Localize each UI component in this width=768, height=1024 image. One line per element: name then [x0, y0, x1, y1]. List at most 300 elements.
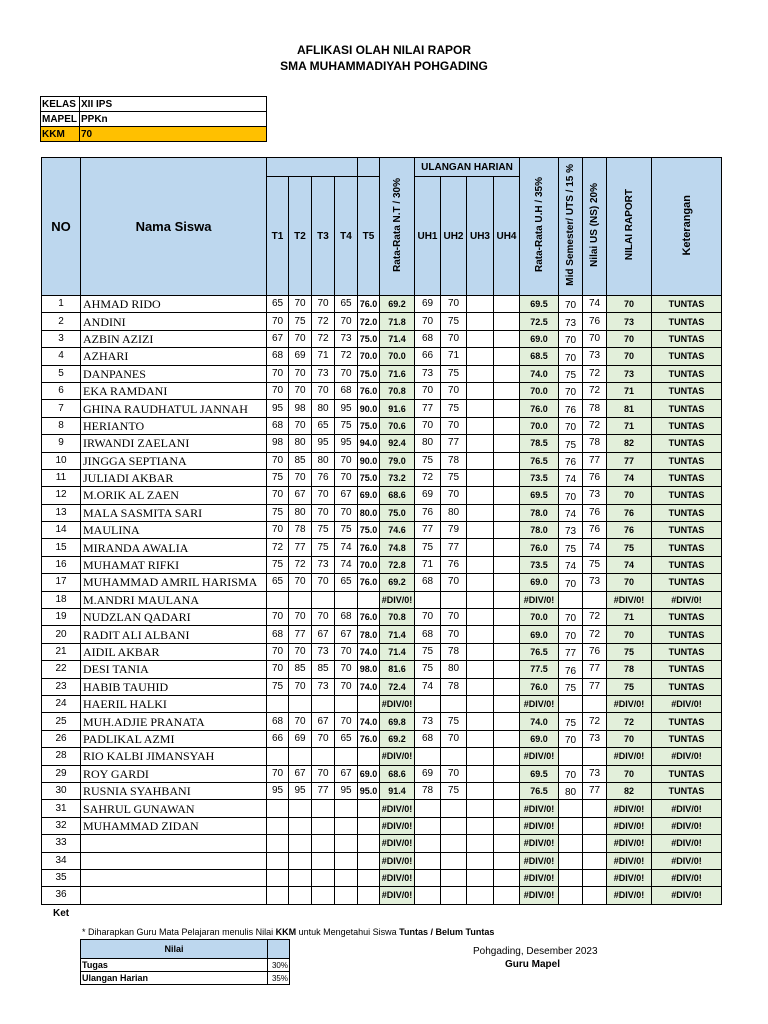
cell-t1[interactable]: 72 — [267, 539, 289, 556]
cell-mid[interactable]: 76 — [559, 400, 583, 417]
cell-mid[interactable]: 74 — [559, 504, 583, 521]
cell-t4[interactable]: 70 — [335, 661, 358, 678]
cell-uh4[interactable] — [494, 800, 520, 817]
cell-t1[interactable]: 70 — [267, 452, 289, 469]
cell-ruh[interactable]: 76.5 — [520, 452, 559, 469]
cell-rnt[interactable]: #DIV/0! — [380, 887, 415, 904]
kkm-value[interactable]: 70 — [80, 127, 267, 142]
cell-t1[interactable]: 68 — [267, 626, 289, 643]
cell-ket[interactable]: TUNTAS — [652, 313, 722, 330]
cell-no[interactable]: 13 — [42, 504, 81, 521]
cell-raport[interactable]: 74 — [607, 469, 652, 486]
cell-uh2[interactable]: 70 — [441, 417, 467, 434]
cell-t2[interactable] — [289, 817, 312, 834]
cell-uh4[interactable] — [494, 435, 520, 452]
cell-t4[interactable]: 70 — [335, 713, 358, 730]
cell-mid[interactable]: 74 — [559, 556, 583, 573]
cell-raport[interactable]: 82 — [607, 435, 652, 452]
cell-no[interactable]: 20 — [42, 626, 81, 643]
cell-ruh[interactable]: #DIV/0! — [520, 800, 559, 817]
cell-t4[interactable]: 68 — [335, 609, 358, 626]
cell-ket[interactable]: TUNTAS — [652, 365, 722, 382]
cell-us[interactable]: 73 — [583, 765, 607, 782]
cell-us[interactable]: 77 — [583, 678, 607, 695]
cell-uh2[interactable]: 78 — [441, 452, 467, 469]
cell-t5[interactable]: 76.0 — [358, 296, 380, 313]
cell-t3[interactable]: 73 — [312, 365, 335, 382]
cell-ruh[interactable]: 69.0 — [520, 330, 559, 347]
cell-t4[interactable]: 95 — [335, 435, 358, 452]
cell-t5[interactable] — [358, 748, 380, 765]
cell-t3[interactable]: 67 — [312, 626, 335, 643]
cell-ket[interactable]: TUNTAS — [652, 452, 722, 469]
cell-t4[interactable]: 70 — [335, 452, 358, 469]
cell-uh2[interactable]: 80 — [441, 504, 467, 521]
cell-t3[interactable]: 70 — [312, 296, 335, 313]
cell-ket[interactable]: #DIV/0! — [652, 591, 722, 608]
cell-uh2[interactable]: 75 — [441, 713, 467, 730]
cell-uh3[interactable] — [467, 643, 494, 660]
cell-uh2[interactable]: 78 — [441, 643, 467, 660]
cell-t4[interactable]: 95 — [335, 400, 358, 417]
cell-rnt[interactable]: 68.6 — [380, 487, 415, 504]
cell-t5[interactable]: 75.0 — [358, 365, 380, 382]
cell-uh3[interactable] — [467, 609, 494, 626]
cell-t1[interactable] — [267, 835, 289, 852]
cell-t1[interactable]: 70 — [267, 522, 289, 539]
cell-uh1[interactable]: 69 — [415, 487, 441, 504]
cell-us[interactable]: 76 — [583, 643, 607, 660]
cell-t5[interactable] — [358, 887, 380, 904]
cell-uh1[interactable] — [415, 869, 441, 886]
cell-uh4[interactable] — [494, 852, 520, 869]
cell-t2[interactable]: 70 — [289, 678, 312, 695]
cell-raport[interactable]: 75 — [607, 643, 652, 660]
cell-uh3[interactable] — [467, 835, 494, 852]
cell-uh3[interactable] — [467, 417, 494, 434]
cell-name[interactable]: AIDIL AKBAR — [81, 643, 267, 660]
cell-mid[interactable]: 76 — [559, 661, 583, 678]
cell-us[interactable]: 77 — [583, 782, 607, 799]
mapel-value[interactable]: PPKn — [80, 112, 267, 127]
cell-ruh[interactable]: 76.0 — [520, 539, 559, 556]
cell-uh4[interactable] — [494, 313, 520, 330]
cell-no[interactable]: 1 — [42, 296, 81, 313]
cell-raport[interactable]: 73 — [607, 365, 652, 382]
cell-us[interactable]: 72 — [583, 626, 607, 643]
cell-rnt[interactable]: 73.2 — [380, 469, 415, 486]
cell-ruh[interactable]: 73.5 — [520, 469, 559, 486]
cell-uh3[interactable] — [467, 504, 494, 521]
cell-ruh[interactable]: 70.0 — [520, 417, 559, 434]
cell-t3[interactable]: 70 — [312, 382, 335, 399]
cell-ket[interactable]: TUNTAS — [652, 417, 722, 434]
cell-uh1[interactable]: 77 — [415, 400, 441, 417]
cell-t4[interactable]: 70 — [335, 678, 358, 695]
cell-t4[interactable] — [335, 817, 358, 834]
cell-t3[interactable] — [312, 591, 335, 608]
cell-us[interactable]: 76 — [583, 469, 607, 486]
cell-rnt[interactable]: 81.6 — [380, 661, 415, 678]
cell-t2[interactable] — [289, 695, 312, 712]
cell-t2[interactable]: 70 — [289, 574, 312, 591]
cell-uh3[interactable] — [467, 400, 494, 417]
cell-uh2[interactable]: 75 — [441, 469, 467, 486]
cell-t3[interactable]: 73 — [312, 678, 335, 695]
cell-t1[interactable]: 68 — [267, 417, 289, 434]
cell-t1[interactable]: 70 — [267, 765, 289, 782]
cell-t2[interactable] — [289, 591, 312, 608]
cell-us[interactable] — [583, 800, 607, 817]
cell-raport[interactable]: 81 — [607, 400, 652, 417]
cell-uh2[interactable]: 71 — [441, 348, 467, 365]
cell-t1[interactable]: 70 — [267, 609, 289, 626]
cell-rnt[interactable]: 75.0 — [380, 504, 415, 521]
cell-uh2[interactable] — [441, 748, 467, 765]
cell-t1[interactable]: 70 — [267, 313, 289, 330]
cell-ket[interactable]: TUNTAS — [652, 400, 722, 417]
cell-us[interactable] — [583, 695, 607, 712]
cell-us[interactable]: 76 — [583, 504, 607, 521]
cell-uh1[interactable]: 75 — [415, 539, 441, 556]
cell-mid[interactable] — [559, 800, 583, 817]
cell-uh4[interactable] — [494, 417, 520, 434]
cell-t3[interactable] — [312, 852, 335, 869]
cell-no[interactable]: 21 — [42, 643, 81, 660]
cell-raport[interactable]: 71 — [607, 417, 652, 434]
cell-uh1[interactable] — [415, 748, 441, 765]
cell-name[interactable]: MUHAMMAD ZIDAN — [81, 817, 267, 834]
cell-uh2[interactable] — [441, 869, 467, 886]
cell-uh3[interactable] — [467, 469, 494, 486]
cell-ket[interactable]: TUNTAS — [652, 574, 722, 591]
cell-name[interactable]: MALA SASMITA SARI — [81, 504, 267, 521]
cell-no[interactable]: 31 — [42, 800, 81, 817]
cell-t4[interactable] — [335, 748, 358, 765]
cell-uh1[interactable]: 70 — [415, 313, 441, 330]
cell-uh3[interactable] — [467, 539, 494, 556]
cell-ket[interactable]: #DIV/0! — [652, 695, 722, 712]
cell-uh1[interactable]: 69 — [415, 765, 441, 782]
cell-ruh[interactable]: 69.0 — [520, 626, 559, 643]
cell-uh4[interactable] — [494, 382, 520, 399]
cell-ket[interactable]: TUNTAS — [652, 765, 722, 782]
cell-ruh[interactable]: 76.5 — [520, 643, 559, 660]
cell-ruh[interactable]: 69.5 — [520, 487, 559, 504]
cell-name[interactable]: AZHARI — [81, 348, 267, 365]
cell-ruh[interactable]: 77.5 — [520, 661, 559, 678]
cell-us[interactable]: 72 — [583, 713, 607, 730]
cell-ket[interactable]: #DIV/0! — [652, 748, 722, 765]
cell-ket[interactable]: #DIV/0! — [652, 852, 722, 869]
cell-name[interactable]: PADLIKAL AZMI — [81, 730, 267, 747]
cell-t4[interactable]: 74 — [335, 556, 358, 573]
cell-raport[interactable]: 75 — [607, 678, 652, 695]
cell-no[interactable]: 24 — [42, 695, 81, 712]
cell-uh1[interactable]: 74 — [415, 678, 441, 695]
cell-t5[interactable]: 76.0 — [358, 382, 380, 399]
cell-mid[interactable]: 70 — [559, 330, 583, 347]
cell-us[interactable]: 76 — [583, 313, 607, 330]
cell-rnt[interactable]: #DIV/0! — [380, 817, 415, 834]
cell-uh4[interactable] — [494, 348, 520, 365]
cell-uh4[interactable] — [494, 452, 520, 469]
cell-ket[interactable]: TUNTAS — [652, 348, 722, 365]
cell-uh1[interactable]: 73 — [415, 365, 441, 382]
cell-raport[interactable]: #DIV/0! — [607, 817, 652, 834]
cell-us[interactable]: 74 — [583, 539, 607, 556]
cell-uh1[interactable] — [415, 591, 441, 608]
cell-rnt[interactable]: 72.8 — [380, 556, 415, 573]
cell-raport[interactable]: 70 — [607, 626, 652, 643]
cell-rnt[interactable]: 71.6 — [380, 365, 415, 382]
cell-raport[interactable]: 70 — [607, 765, 652, 782]
cell-t4[interactable] — [335, 887, 358, 904]
cell-no[interactable]: 19 — [42, 609, 81, 626]
cell-mid[interactable]: 73 — [559, 313, 583, 330]
cell-uh4[interactable] — [494, 504, 520, 521]
cell-name[interactable]: RADIT ALI ALBANI — [81, 626, 267, 643]
cell-t2[interactable]: 80 — [289, 435, 312, 452]
cell-rnt[interactable]: 71.4 — [380, 643, 415, 660]
cell-uh2[interactable]: 80 — [441, 661, 467, 678]
cell-t5[interactable]: 80.0 — [358, 504, 380, 521]
cell-ruh[interactable]: #DIV/0! — [520, 869, 559, 886]
cell-t1[interactable]: 70 — [267, 661, 289, 678]
cell-uh4[interactable] — [494, 591, 520, 608]
cell-uh4[interactable] — [494, 730, 520, 747]
cell-ket[interactable]: TUNTAS — [652, 382, 722, 399]
cell-name[interactable]: M.ANDRI MAULANA — [81, 591, 267, 608]
cell-name[interactable]: RIO KALBI JIMANSYAH — [81, 748, 267, 765]
cell-t3[interactable]: 71 — [312, 348, 335, 365]
cell-uh2[interactable]: 70 — [441, 574, 467, 591]
cell-us[interactable] — [583, 852, 607, 869]
cell-t2[interactable] — [289, 748, 312, 765]
cell-rnt[interactable]: 69.2 — [380, 574, 415, 591]
cell-t3[interactable]: 76 — [312, 469, 335, 486]
cell-name[interactable]: DESI TANIA — [81, 661, 267, 678]
cell-uh1[interactable] — [415, 800, 441, 817]
cell-uh4[interactable] — [494, 678, 520, 695]
cell-t5[interactable]: 70.0 — [358, 556, 380, 573]
cell-no[interactable]: 2 — [42, 313, 81, 330]
cell-mid[interactable]: 70 — [559, 487, 583, 504]
cell-raport[interactable]: 70 — [607, 730, 652, 747]
cell-t4[interactable]: 67 — [335, 765, 358, 782]
cell-t2[interactable] — [289, 869, 312, 886]
cell-t1[interactable]: 70 — [267, 382, 289, 399]
cell-us[interactable]: 72 — [583, 417, 607, 434]
cell-t1[interactable] — [267, 748, 289, 765]
cell-uh3[interactable] — [467, 452, 494, 469]
cell-t4[interactable]: 65 — [335, 296, 358, 313]
cell-uh3[interactable] — [467, 330, 494, 347]
cell-name[interactable]: RUSNIA SYAHBANI — [81, 782, 267, 799]
cell-name[interactable] — [81, 887, 267, 904]
cell-uh4[interactable] — [494, 765, 520, 782]
cell-t5[interactable]: 94.0 — [358, 435, 380, 452]
cell-t1[interactable] — [267, 695, 289, 712]
cell-ket[interactable]: TUNTAS — [652, 296, 722, 313]
cell-us[interactable] — [583, 748, 607, 765]
cell-name[interactable]: HAERIL HALKI — [81, 695, 267, 712]
cell-uh4[interactable] — [494, 713, 520, 730]
cell-name[interactable]: ANDINI — [81, 313, 267, 330]
weight-pct[interactable]: 30% — [268, 959, 290, 972]
cell-rnt[interactable]: 70.8 — [380, 382, 415, 399]
cell-ruh[interactable]: 72.5 — [520, 313, 559, 330]
cell-ket[interactable]: TUNTAS — [652, 330, 722, 347]
cell-t3[interactable]: 72 — [312, 313, 335, 330]
cell-ket[interactable]: #DIV/0! — [652, 800, 722, 817]
cell-t5[interactable]: 98.0 — [358, 661, 380, 678]
cell-t3[interactable]: 70 — [312, 765, 335, 782]
cell-ket[interactable]: TUNTAS — [652, 782, 722, 799]
cell-t1[interactable] — [267, 591, 289, 608]
cell-ket[interactable]: TUNTAS — [652, 504, 722, 521]
cell-t5[interactable]: 76.0 — [358, 609, 380, 626]
cell-mid[interactable] — [559, 835, 583, 852]
cell-t4[interactable]: 65 — [335, 574, 358, 591]
cell-mid[interactable]: 70 — [559, 765, 583, 782]
cell-raport[interactable]: 71 — [607, 609, 652, 626]
cell-uh1[interactable]: 68 — [415, 330, 441, 347]
cell-rnt[interactable]: 74.6 — [380, 522, 415, 539]
cell-uh3[interactable] — [467, 522, 494, 539]
cell-uh1[interactable]: 75 — [415, 643, 441, 660]
cell-no[interactable]: 30 — [42, 782, 81, 799]
cell-uh3[interactable] — [467, 365, 494, 382]
cell-no[interactable]: 36 — [42, 887, 81, 904]
cell-rnt[interactable]: 70.0 — [380, 348, 415, 365]
cell-ket[interactable]: TUNTAS — [652, 626, 722, 643]
cell-ruh[interactable]: 74.0 — [520, 365, 559, 382]
cell-raport[interactable]: #DIV/0! — [607, 748, 652, 765]
cell-t2[interactable]: 85 — [289, 452, 312, 469]
cell-uh1[interactable]: 75 — [415, 452, 441, 469]
cell-t2[interactable] — [289, 835, 312, 852]
cell-t4[interactable] — [335, 695, 358, 712]
cell-t1[interactable] — [267, 869, 289, 886]
cell-mid[interactable]: 75 — [559, 678, 583, 695]
cell-raport[interactable]: 70 — [607, 574, 652, 591]
cell-uh4[interactable] — [494, 330, 520, 347]
cell-no[interactable]: 29 — [42, 765, 81, 782]
cell-us[interactable] — [583, 817, 607, 834]
cell-uh3[interactable] — [467, 800, 494, 817]
cell-name[interactable]: MUHAMAT RIFKI — [81, 556, 267, 573]
cell-uh4[interactable] — [494, 469, 520, 486]
cell-mid[interactable]: 76 — [559, 452, 583, 469]
cell-ruh[interactable]: 69.0 — [520, 574, 559, 591]
cell-t3[interactable] — [312, 695, 335, 712]
cell-uh2[interactable]: 70 — [441, 609, 467, 626]
cell-t3[interactable]: 67 — [312, 713, 335, 730]
cell-uh3[interactable] — [467, 852, 494, 869]
cell-name[interactable]: NUDZLAN QADARI — [81, 609, 267, 626]
cell-no[interactable]: 7 — [42, 400, 81, 417]
cell-t5[interactable]: 75.0 — [358, 522, 380, 539]
cell-uh3[interactable] — [467, 574, 494, 591]
cell-raport[interactable]: 72 — [607, 713, 652, 730]
cell-t1[interactable]: 67 — [267, 330, 289, 347]
cell-ket[interactable]: TUNTAS — [652, 469, 722, 486]
cell-uh3[interactable] — [467, 348, 494, 365]
cell-t2[interactable]: 72 — [289, 556, 312, 573]
cell-no[interactable]: 33 — [42, 835, 81, 852]
cell-ruh[interactable]: 74.0 — [520, 713, 559, 730]
cell-uh2[interactable]: 75 — [441, 313, 467, 330]
cell-raport[interactable]: 77 — [607, 452, 652, 469]
cell-t2[interactable]: 70 — [289, 382, 312, 399]
cell-uh2[interactable] — [441, 887, 467, 904]
cell-no[interactable]: 26 — [42, 730, 81, 747]
cell-t3[interactable]: 73 — [312, 643, 335, 660]
cell-t4[interactable] — [335, 869, 358, 886]
cell-name[interactable]: ROY GARDI — [81, 765, 267, 782]
cell-t1[interactable]: 70 — [267, 643, 289, 660]
cell-ket[interactable]: TUNTAS — [652, 609, 722, 626]
cell-raport[interactable]: 75 — [607, 539, 652, 556]
cell-us[interactable]: 77 — [583, 661, 607, 678]
cell-t4[interactable]: 75 — [335, 522, 358, 539]
cell-raport[interactable]: #DIV/0! — [607, 869, 652, 886]
cell-rnt[interactable]: 69.2 — [380, 296, 415, 313]
cell-ket[interactable]: #DIV/0! — [652, 817, 722, 834]
cell-mid[interactable]: 75 — [559, 539, 583, 556]
cell-t3[interactable]: 70 — [312, 574, 335, 591]
cell-uh1[interactable]: 78 — [415, 782, 441, 799]
cell-no[interactable]: 14 — [42, 522, 81, 539]
cell-t2[interactable]: 69 — [289, 730, 312, 747]
cell-rnt[interactable]: #DIV/0! — [380, 800, 415, 817]
cell-mid[interactable]: 70 — [559, 626, 583, 643]
cell-mid[interactable]: 80 — [559, 782, 583, 799]
cell-t4[interactable]: 65 — [335, 730, 358, 747]
cell-uh1[interactable]: 69 — [415, 296, 441, 313]
cell-t3[interactable]: 70 — [312, 730, 335, 747]
cell-ket[interactable]: TUNTAS — [652, 539, 722, 556]
cell-t3[interactable]: 65 — [312, 417, 335, 434]
cell-uh2[interactable]: 70 — [441, 382, 467, 399]
cell-t4[interactable]: 75 — [335, 417, 358, 434]
cell-uh1[interactable]: 68 — [415, 574, 441, 591]
cell-no[interactable]: 28 — [42, 748, 81, 765]
cell-t3[interactable] — [312, 887, 335, 904]
cell-t1[interactable]: 75 — [267, 504, 289, 521]
cell-rnt[interactable]: 70.8 — [380, 609, 415, 626]
cell-t3[interactable]: 75 — [312, 522, 335, 539]
cell-t3[interactable]: 73 — [312, 556, 335, 573]
cell-t4[interactable]: 68 — [335, 382, 358, 399]
cell-us[interactable]: 78 — [583, 400, 607, 417]
cell-name[interactable]: HABIB TAUHID — [81, 678, 267, 695]
cell-uh4[interactable] — [494, 835, 520, 852]
cell-us[interactable]: 78 — [583, 435, 607, 452]
cell-rnt[interactable]: 79.0 — [380, 452, 415, 469]
cell-mid[interactable] — [559, 817, 583, 834]
cell-raport[interactable]: 76 — [607, 522, 652, 539]
cell-t3[interactable] — [312, 869, 335, 886]
cell-t5[interactable]: 72.0 — [358, 313, 380, 330]
cell-name[interactable]: MIRANDA AWALIA — [81, 539, 267, 556]
cell-uh1[interactable]: 76 — [415, 504, 441, 521]
cell-mid[interactable] — [559, 852, 583, 869]
cell-rnt[interactable]: 71.4 — [380, 626, 415, 643]
cell-raport[interactable]: 70 — [607, 348, 652, 365]
cell-ruh[interactable]: 76.0 — [520, 678, 559, 695]
